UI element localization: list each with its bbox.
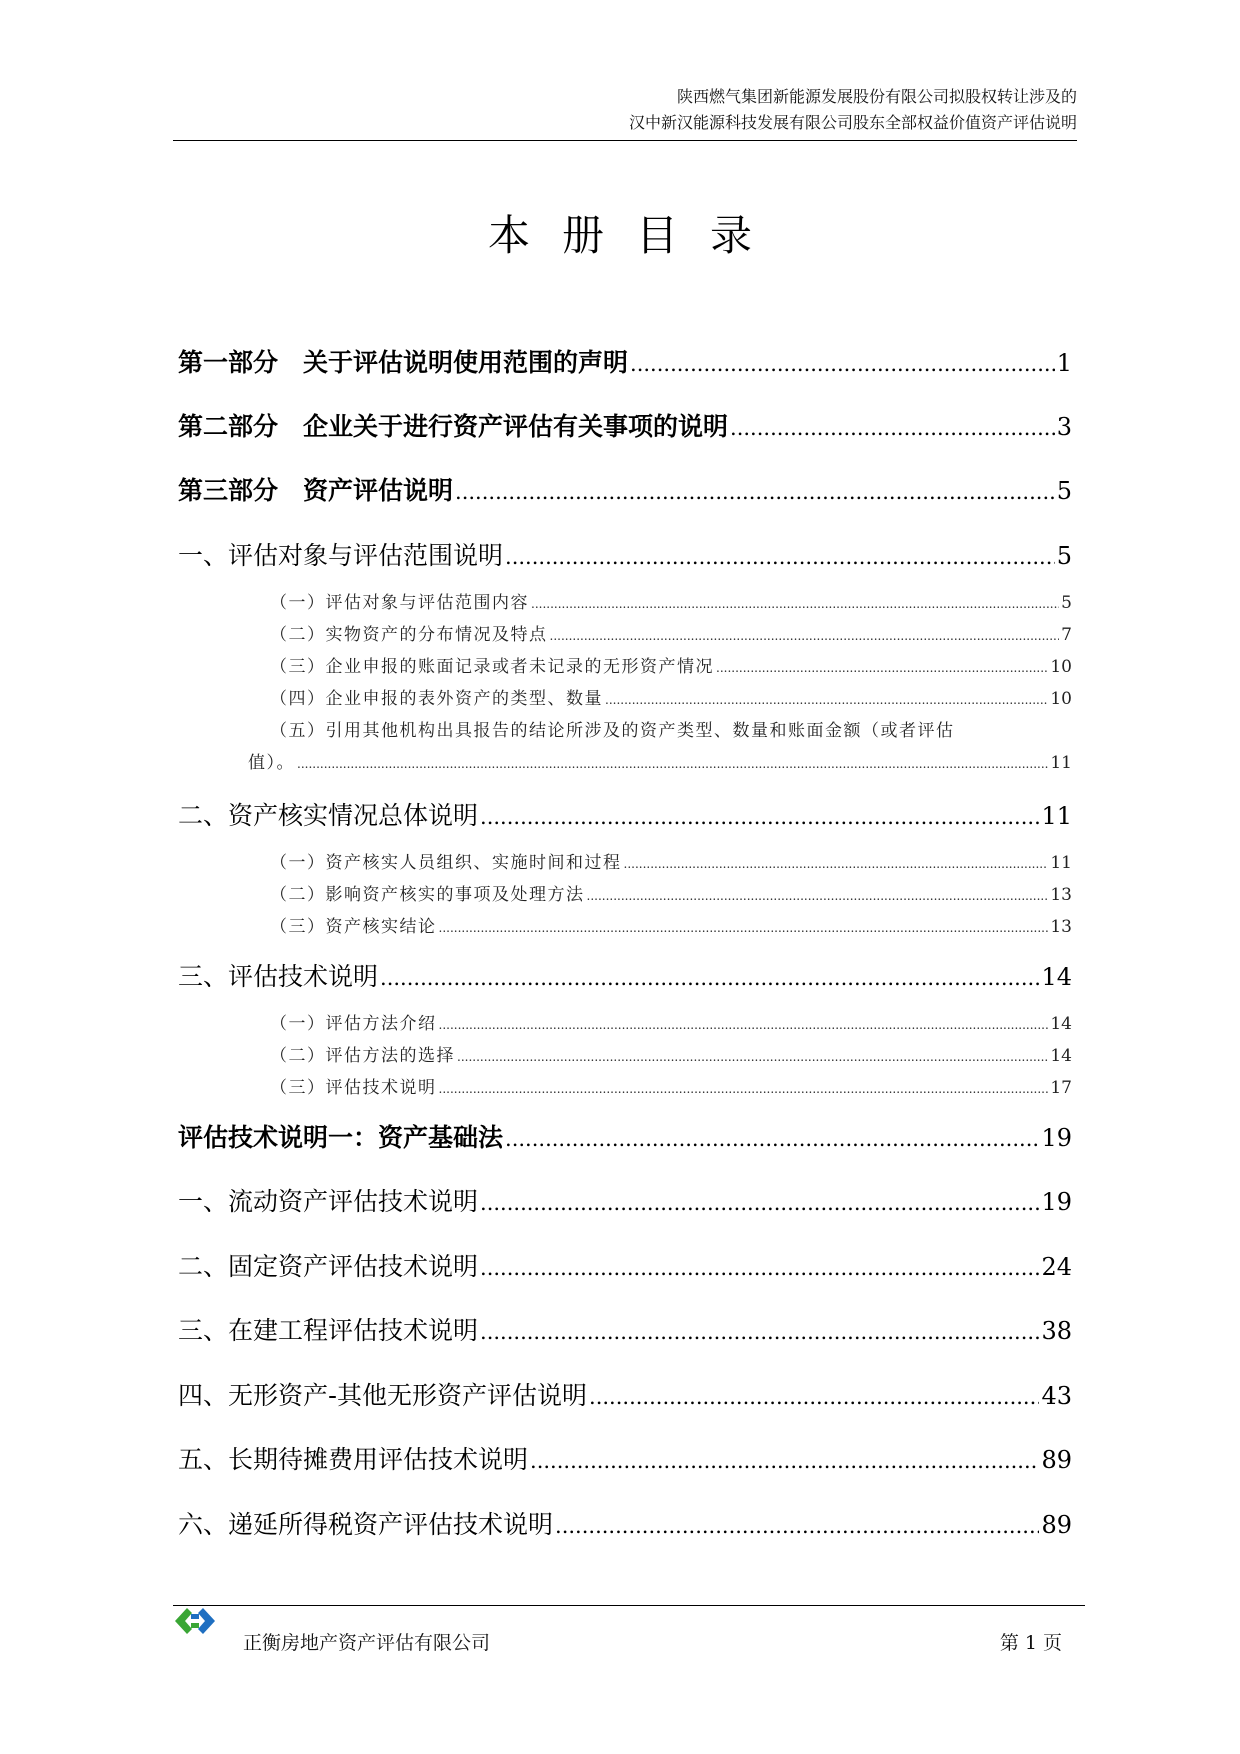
toc-entry[interactable] [178,1311,1072,1347]
footer-divider [173,1605,1085,1606]
page-header [629,84,1077,136]
toc-entry-label: （二）实物资产的分布情况及特点 [270,625,548,645]
toc-subentry[interactable] [270,1009,1072,1034]
toc-subentry-line1[interactable]: （五）引用其他机构出具报告的结论所涉及的资产类型、数量和账面金额（或者评估 [270,721,955,741]
toc-entry-page: 5 [1056,542,1072,570]
toc-entry-label: （一）评估对象与评估范围内容 [270,593,529,613]
toc-entry[interactable] [178,1376,1072,1412]
toc-subentry[interactable] [248,748,1072,773]
toc-entry-page: 11 [1050,753,1072,773]
toc-entry-page: 19 [1041,1188,1072,1216]
toc-entry-page: 11 [1050,853,1072,873]
logo-blue-chevron [198,1608,215,1634]
toc-subentry[interactable] [270,652,1072,677]
toc-entry-label: （三）企业申报的账面记录或者未记录的无形资产情况 [270,657,714,677]
header-line-2: 汉中新汉能源科技发展有限公司股东全部权益价值资产评估说明 [628,113,1077,132]
toc-entry-label: 二、固定资产评估技术说明 [178,1252,479,1281]
toc-entry-label: 一、流动资产评估技术说明 [178,1187,479,1216]
logo-green-chevron [175,1608,192,1634]
toc-entry-page: 10 [1050,689,1072,709]
toc-entry-label: 三、评估技术说明 [178,962,379,991]
logo-blue-bar [191,1614,199,1619]
toc-entry-label: （四）企业申报的表外资产的类型、数量 [270,689,603,709]
toc-entry[interactable] [178,957,1072,993]
header-line-1: 陕西燃气集团新能源发展股份有限公司拟股权转让涉及的 [676,87,1077,106]
toc-entry-label: 三、在建工程评估技术说明 [178,1316,479,1345]
toc-subentry[interactable] [270,880,1072,905]
toc-entry-label: （一）资产核实人员组织、实施时间和过程 [270,853,622,873]
toc-entry-page: 19 [1041,1124,1072,1152]
toc-entry-label: 五、长期待摊费用评估技术说明 [178,1445,529,1474]
toc-entry-page: 13 [1050,885,1072,905]
toc-entry-page: 43 [1041,1382,1072,1410]
toc-entry[interactable] [178,343,1072,379]
toc-entry[interactable] [178,1247,1072,1283]
toc-subentry[interactable] [270,912,1072,937]
toc-subentry[interactable] [270,684,1072,709]
toc-entry-page: 14 [1041,963,1072,991]
toc-entry-page: 38 [1041,1317,1072,1345]
toc-entry-label: （二）影响资产核实的事项及处理方法 [270,885,585,905]
toc-entry[interactable] [178,471,1072,507]
toc-entry-label: 第一部分 关于评估说明使用范围的声明 [178,348,629,377]
toc-entry[interactable] [178,1118,1072,1154]
toc-entry-label: （二）评估方法的选择 [270,1046,455,1066]
toc-subentry[interactable] [270,848,1072,873]
footer-company-name: 正衡房地产资产评估有限公司 [243,1632,491,1654]
toc-entry-label: 四、无形资产-其他无形资产评估说明 [178,1381,588,1410]
toc-entry-label: 第三部分 资产评估说明 [178,476,454,505]
toc-entry-page: 89 [1041,1511,1072,1539]
toc-entry-label: 六、递延所得税资产评估技术说明 [178,1510,554,1539]
toc-entry-label: （三）资产核实结论 [270,917,437,937]
toc-entry-page: 89 [1041,1446,1072,1474]
toc-entry[interactable] [178,796,1072,832]
toc-subentry[interactable] [270,1073,1072,1098]
toc-entry-page: 5 [1061,593,1072,613]
toc-entry-page: 10 [1050,657,1072,677]
toc-entry-page: 7 [1061,625,1072,645]
company-logo-icon [173,1604,221,1638]
toc-entry-page: 13 [1050,917,1072,937]
page-title: 本册目录 [487,211,784,260]
toc-entry[interactable] [178,407,1072,443]
toc-entry-page: 14 [1050,1014,1072,1034]
toc-entry-page: 5 [1056,477,1072,505]
toc-entry-page: 3 [1056,413,1072,441]
toc-entry[interactable] [178,1505,1072,1541]
toc-entry-label: 一、评估对象与评估范围说明 [178,541,504,570]
toc-entry[interactable] [178,1440,1072,1476]
toc-subentry[interactable] [270,588,1072,613]
header-divider [173,140,1077,141]
toc-entry-label: 值）。 [248,753,295,773]
toc-entry-page: 17 [1050,1078,1072,1098]
toc-subentry[interactable] [270,620,1072,645]
logo-green-bar [191,1623,199,1628]
toc-entry-page: 11 [1041,802,1072,830]
toc-entry[interactable] [178,1182,1072,1218]
toc-entry-label: 评估技术说明一：资产基础法 [178,1123,504,1152]
footer-page-number: 第 1 页 [999,1632,1062,1654]
toc-entry-page: 1 [1056,349,1072,377]
toc-entry-label: （一）评估方法介绍 [270,1014,437,1034]
toc-entry-label: （三）评估技术说明 [270,1078,437,1098]
toc-entry-label: 第二部分 企业关于进行资产评估有关事项的说明 [178,412,729,441]
toc-entry-label: 二、资产核实情况总体说明 [178,801,479,830]
toc-entry-page: 14 [1050,1046,1072,1066]
toc-subentry[interactable] [270,1041,1072,1066]
toc-entry[interactable] [178,536,1072,572]
toc-entry-page: 24 [1041,1253,1072,1281]
